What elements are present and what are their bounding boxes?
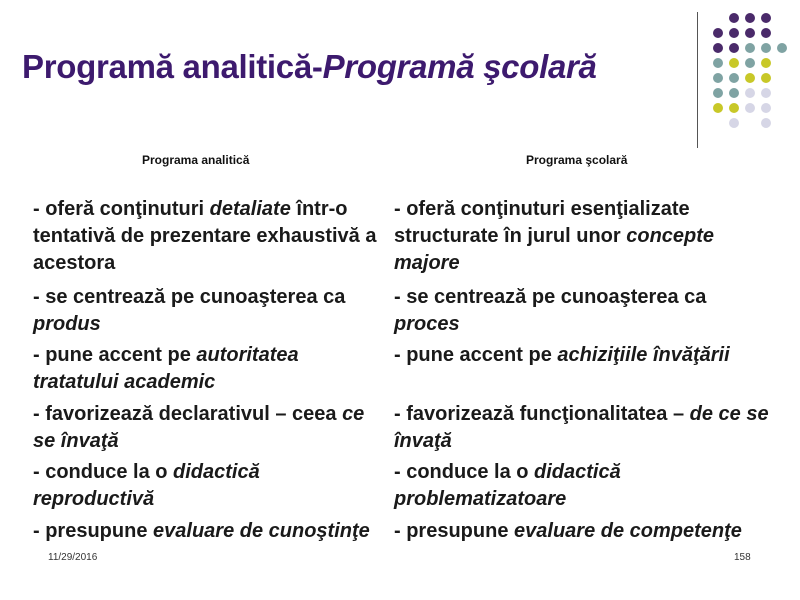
cell-text: - pune accent pe <box>394 344 558 366</box>
cell-text: achiziţiile învăţării <box>557 344 730 366</box>
cell-text: de ce se învaţă <box>394 403 769 452</box>
right-cell-0 <box>394 196 774 277</box>
cell-text: - oferă conţinuturi <box>33 198 210 220</box>
cell-text: - conduce la o <box>394 461 535 483</box>
decorative-dot <box>729 118 739 128</box>
right-cell-4 <box>394 459 774 513</box>
cell-text: didactică reproductivă <box>33 461 260 510</box>
decorative-dot <box>777 43 787 53</box>
decorative-divider <box>697 12 698 148</box>
right-cell-1 <box>394 284 774 338</box>
decorative-dot <box>729 73 739 83</box>
title-plain: Programă analitică- <box>22 48 323 85</box>
left-cell-4 <box>33 459 385 513</box>
decorative-dot <box>761 28 771 38</box>
cell-text: - se centrează pe cunoaşterea ca <box>394 286 707 308</box>
cell-text: detaliate <box>209 198 291 220</box>
decorative-dot <box>761 73 771 83</box>
decorative-dot <box>729 43 739 53</box>
cell-text: - oferă conţinuturi esenţializate structurate în jurul unor <box>394 198 690 247</box>
decorative-dot <box>745 103 755 113</box>
left-cell-1 <box>33 284 385 338</box>
cell-text: produs <box>33 313 101 335</box>
decorative-dot <box>729 58 739 68</box>
cell-text: - se centrează pe cunoaşterea ca <box>33 286 346 308</box>
decorative-dot <box>713 43 723 53</box>
cell-text: autoritatea tratatului academic <box>33 344 299 393</box>
decorative-dot <box>761 58 771 68</box>
cell-text: într-o tentativă de prezentare exhaustivă a acestora <box>33 198 377 274</box>
decorative-dot <box>745 58 755 68</box>
cell-text: - favorizează declarativul – ceea <box>33 403 343 425</box>
cell-text: - favorizează funcţionalitatea – <box>394 403 690 425</box>
cell-text: proces <box>394 313 460 335</box>
decorative-dot <box>729 103 739 113</box>
decorative-dot <box>745 13 755 23</box>
decorative-dot <box>713 88 723 98</box>
decorative-dot <box>761 103 771 113</box>
cell-text: evaluare de cunoştinţe <box>153 520 370 542</box>
page-number: 158 <box>734 552 751 563</box>
right-cell-3 <box>394 401 774 455</box>
right-column-header: Programa şcolară <box>526 153 628 167</box>
right-cell-2 <box>394 342 774 369</box>
decorative-dot <box>729 13 739 23</box>
decorative-dot <box>745 28 755 38</box>
decorative-dot <box>713 73 723 83</box>
cell-text: evaluare de competenţe <box>514 520 742 542</box>
cell-text: - pune accent pe <box>33 344 197 366</box>
decorative-dot <box>761 43 771 53</box>
right-cell-5 <box>394 518 774 545</box>
cell-text: concepte majore <box>394 225 715 274</box>
cell-text: - presupune <box>394 520 515 542</box>
left-cell-0 <box>33 196 385 277</box>
footer-date: 11/29/2016 <box>48 552 98 563</box>
decorative-dot <box>729 28 739 38</box>
decorative-dot <box>761 13 771 23</box>
cell-text: didactică problematizatoare <box>394 461 621 510</box>
decorative-dot <box>745 43 755 53</box>
decorative-dot <box>713 28 723 38</box>
decorative-dot <box>745 88 755 98</box>
decorative-dot <box>729 88 739 98</box>
left-cell-3 <box>33 401 385 455</box>
left-cell-5 <box>33 518 385 545</box>
cell-text: - presupune <box>33 520 154 542</box>
decorative-dot <box>713 103 723 113</box>
decorative-dot <box>745 73 755 83</box>
cell-text: - conduce la o <box>33 461 174 483</box>
decorative-dot <box>761 88 771 98</box>
slide-title <box>22 48 597 86</box>
decorative-dot <box>761 118 771 128</box>
title-italic: Programă şcolară <box>322 48 597 85</box>
left-cell-2 <box>33 342 385 396</box>
left-column-header: Programa analitică <box>142 153 250 167</box>
decorative-dot <box>713 58 723 68</box>
cell-text: ce se învaţă <box>33 403 365 452</box>
